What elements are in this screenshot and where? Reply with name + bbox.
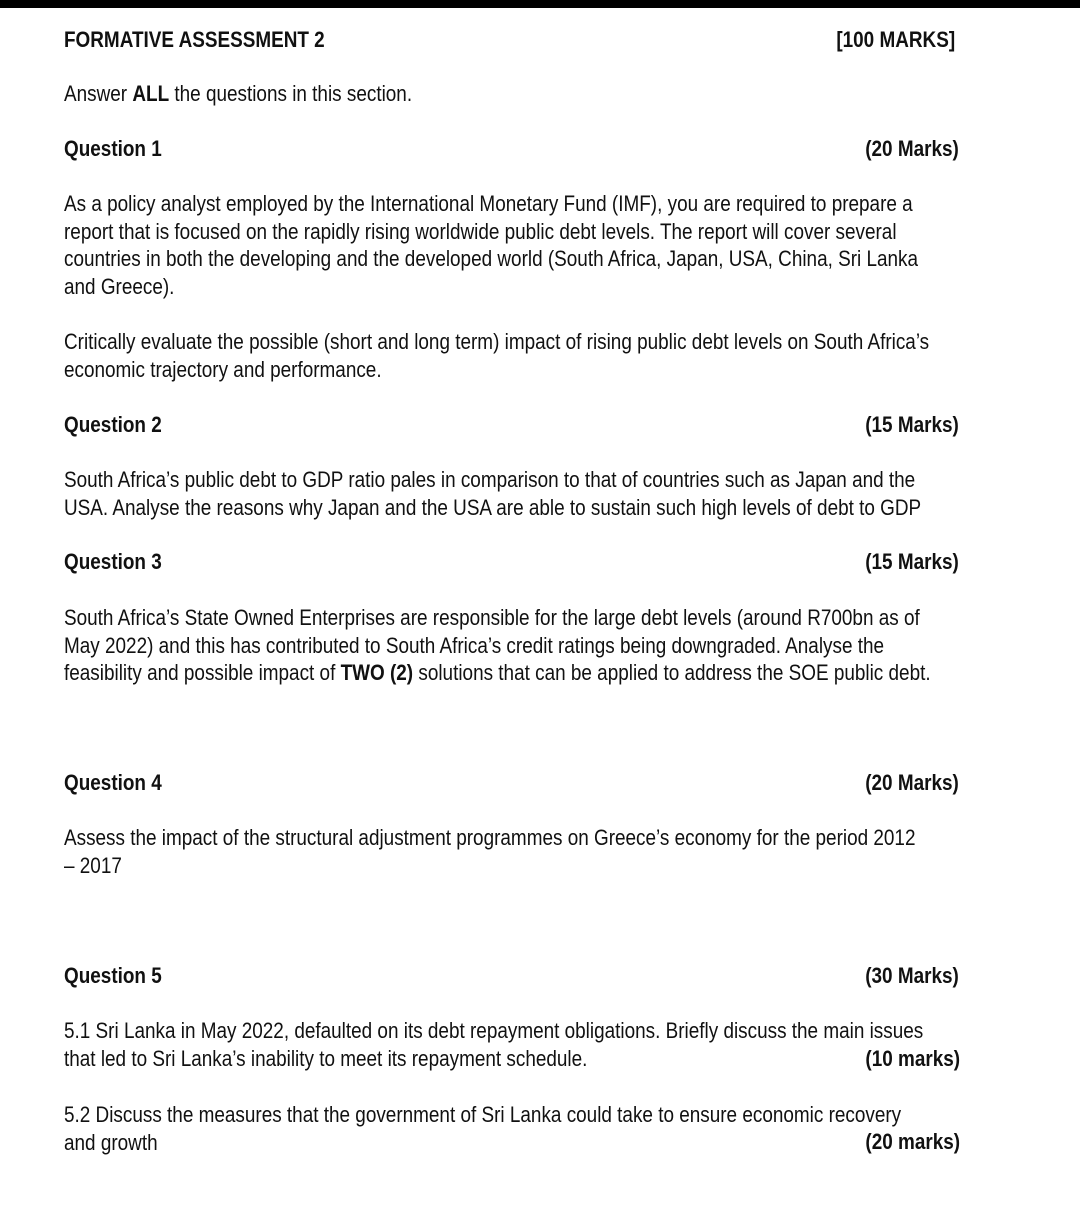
question-5-1-text <box>64 1017 958 1072</box>
question-4-paragraph <box>64 824 958 879</box>
text-line: countries in both the developing and the developed world (South Africa, Japan, USA, China, Sri Lanka <box>64 246 919 271</box>
text-line: USA. Analyse the reasons why Japan and the USA are able to sustain such high levels of debt to GDP <box>64 494 922 520</box>
text-line: economic trajectory and performance. <box>64 356 382 382</box>
text-line: As a policy analyst employed by the International Monetary Fund (IMF), you are required to prepare a <box>64 191 913 216</box>
question-1-paragraph-1 <box>64 190 958 300</box>
question-5-2-marks: (20 marks) <box>865 1129 960 1154</box>
text-line: report that is focused on the rapidly rising worldwide public debt levels. The report will cover several <box>64 218 897 244</box>
instruction-prefix: Answer <box>64 81 133 106</box>
text-line: May 2022) and this has contributed to South Africa’s credit ratings being downgraded. Analyse the <box>64 632 885 658</box>
question-2-paragraph <box>64 466 958 521</box>
text-line: – 2017 <box>64 852 122 878</box>
text-prefix: feasibility and possible impact of <box>64 660 341 685</box>
question-4-heading: Question 4 <box>64 770 162 795</box>
text-line: 5.2 Discuss the measures that the government of Sri Lanka could take to ensure economic recovery <box>64 1102 902 1127</box>
text-emphasis: TWO (2) <box>340 660 414 685</box>
question-1-marks: (20 Marks) <box>865 136 959 161</box>
question-3-paragraph <box>64 604 958 687</box>
question-5-1-marks: (10 marks) <box>865 1046 960 1071</box>
question-1-heading: Question 1 <box>64 136 162 161</box>
instruction-text <box>64 80 412 107</box>
question-3-marks: (15 Marks) <box>865 549 959 574</box>
text-line: and Greece). <box>64 273 175 299</box>
text-line: Critically evaluate the possible (short and long term) impact of rising public debt levels on South Africa’s <box>64 329 930 354</box>
text-line: South Africa’s State Owned Enterprises are responsible for the large debt levels (around R700bn as of <box>64 605 920 630</box>
question-2-heading: Question 2 <box>64 412 162 437</box>
assessment-title: FORMATIVE ASSESSMENT 2 <box>64 27 325 52</box>
text-line: Assess the impact of the structural adjustment programmes on Greece’s economy for the period 2012 <box>64 825 916 850</box>
instruction-emphasis: ALL <box>132 81 170 106</box>
text-suffix: solutions that can be applied to address the SOE public debt. <box>413 660 931 685</box>
question-3-heading: Question 3 <box>64 549 162 574</box>
question-1-paragraph-2 <box>64 328 958 383</box>
instruction-suffix: the questions in this section. <box>169 81 413 106</box>
text-line: 5.1 Sri Lanka in May 2022, defaulted on its debt repayment obligations. Briefly discuss the main issues <box>64 1018 924 1043</box>
total-marks: [100 MARKS] <box>836 27 955 52</box>
question-5-2-text <box>64 1101 958 1156</box>
question-5-marks: (30 Marks) <box>865 963 959 988</box>
text-line: and growth <box>64 1129 158 1155</box>
text-line: South Africa’s public debt to GDP ratio pales in comparison to that of countries such as Japan and the <box>64 467 916 492</box>
text-line: that led to Sri Lanka’s inability to meet its repayment schedule. <box>64 1045 588 1071</box>
question-4-marks: (20 Marks) <box>865 770 959 795</box>
question-5-heading: Question 5 <box>64 963 162 988</box>
question-2-marks: (15 Marks) <box>865 412 959 437</box>
text-line <box>64 659 958 687</box>
